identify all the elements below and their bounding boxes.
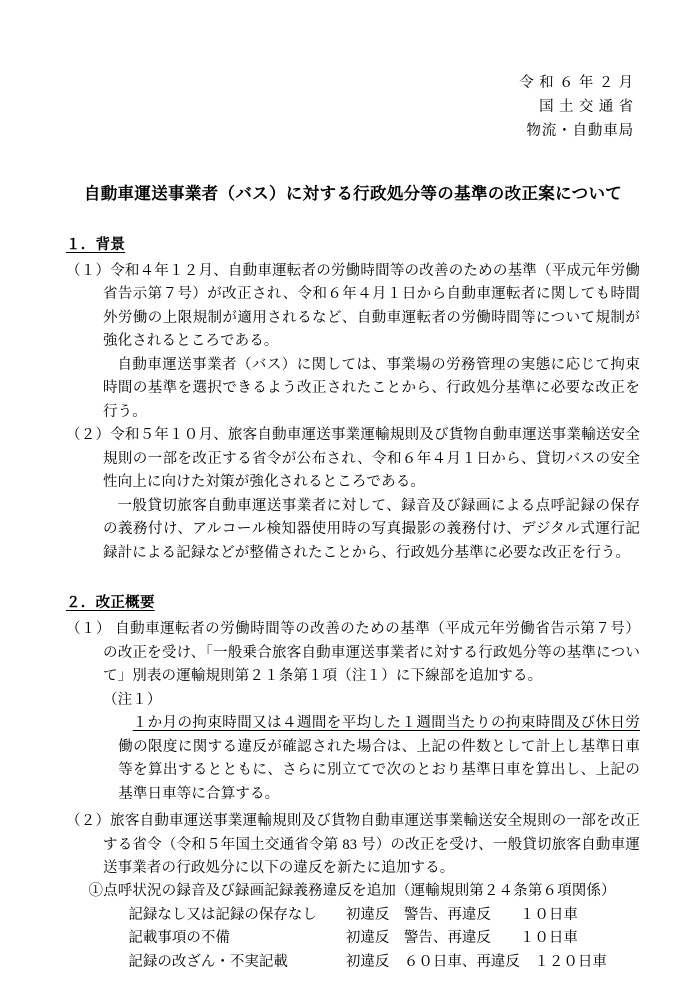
revision-item-1: （１） 自動車運転者の労働時間等の改善のための基準（平成元年労働省告示第７号）の改正を受け、「一般乗合旅客自動車運送事業者に対する行政処分等の基準について」別表の運輸規則第２１条第１項（注１）に下線部を追加する。: [66, 621, 640, 685]
background-item-2: （２）令和５年１０月、旅客自動車運送事業運輸規則及び貨物自動車運送事業輸送安全規則の一部を改正する省令が公布され、令和６年４月１日から、貸切バスの安全性向上に向けた対策が強化されるところである。: [66, 427, 640, 491]
revision-note-underlined-text: １か月の拘束時間又は４週間を平均した１週間当たりの拘束時間及び休日労: [132, 715, 640, 732]
revision-item-2: （２）旅客自動車運送事業運輸規則及び貨物自動車運送事業輸送安全規則の一部を改正する省令（令和５年国土交通省令第 83 号）の改正を受け、一般貸切旅客自動車運送事業者の行政処分に以下の違反を新たに追加する。: [66, 813, 640, 876]
section-revision-heading: ２．改正概要: [66, 595, 155, 612]
revision-note-label: （注１）: [102, 691, 162, 708]
background-item-1-continued: 自動車運送事業者（バス）に関しては、事業場の労務管理の実態に応じて拘束時間の基準を選択できるよう改正されたことから、行政処分基準に必要な改正を行う。: [102, 356, 640, 420]
header-line-ministry: 国 土 交 通 省: [539, 98, 634, 115]
violation-row-1: 記録なし又は記録の保存なし 初違反 警告、再違反 １０日車: [128, 906, 578, 923]
background-item-1: （１）令和４年１２月、自動車運転者の労働時間等の改善のための基準（平成元年労働省告示第７号）が改正され、令和６年４月１日から自動車運転者に関しても時間外労働の上限規制が適用されるなど、自動車運転者の労働時間等について規制が強化されるところである。: [66, 262, 640, 350]
page-title: 自動車運送事業者（バス）に対する行政処分等の基準の改正案について: [83, 183, 623, 203]
violation-row-3: 記録の改ざん・不実記載 初違反 ６０日車、再違反 １２０日車: [128, 953, 607, 970]
header-line-date: 令 和 ６ 年 ２ 月: [519, 75, 634, 91]
revision-item-2-sub-1: ①点呼状況の録音及び録画記録義務違反を追加（運輸規則第２４条第６項関係）: [88, 883, 616, 900]
section-background: [66, 233, 640, 565]
section-revision-outline: [66, 591, 640, 974]
background-item-2-continued: 一般貸切旅客自動車運送事業者に対して、録音及び録画による点呼記録の保存の義務付け、アルコール検知器使用時の写真撮影の義務付け、デジタル式運行記録計による記録などが整備されたことから、行政処分基準に必要な改正を行う。: [102, 497, 640, 561]
revision-note-rest-text: 働の限度に関する違反が確認された場合は、上記の件数として計上し基準日車等を算出するとともに、さらに別立てで次のとおり基準日車を算出し、上記の基準日車等に合算する。: [118, 738, 640, 802]
document-header: [66, 72, 634, 144]
section-background-heading: １．背景: [66, 236, 126, 253]
header-line-bureau: 物流・自動車局: [526, 122, 634, 139]
revision-note-body: [66, 712, 640, 806]
violation-row-2: 記載事項の不備 初違反 警告、再違反 １０日車: [128, 930, 578, 947]
